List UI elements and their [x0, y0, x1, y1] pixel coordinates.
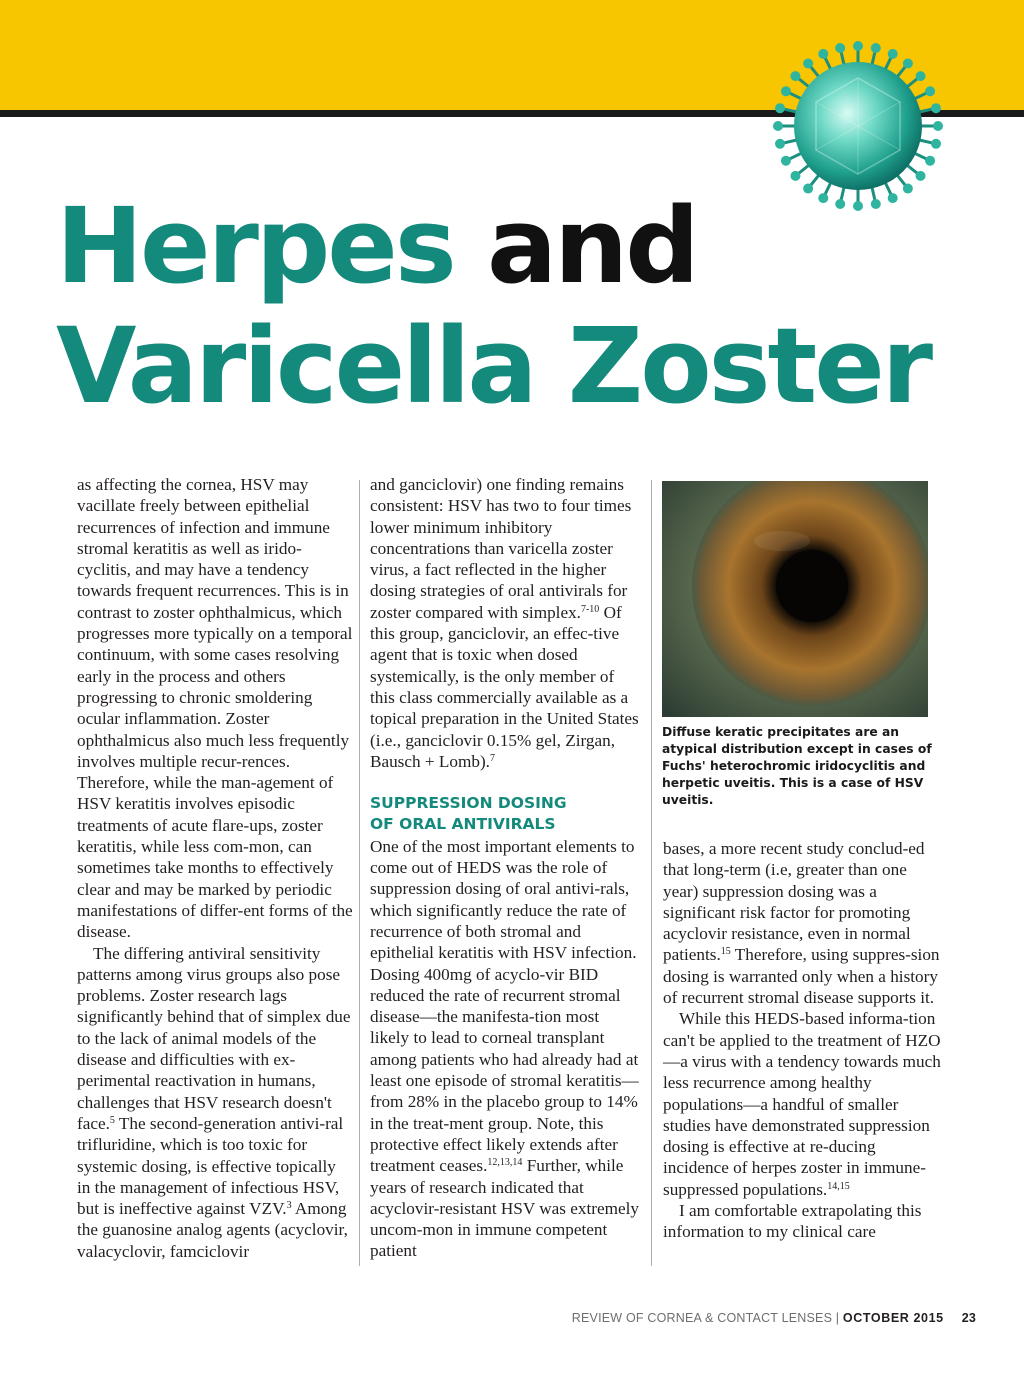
- paragraph: [370, 836, 642, 1262]
- column-divider: [359, 480, 360, 1266]
- paragraph: I am comfortable extrapolating this information to my clinical care: [663, 1201, 922, 1242]
- virus-spike-knob: [775, 103, 785, 113]
- virus-spike-knob: [916, 171, 926, 181]
- virus-spike-knob: [775, 139, 785, 149]
- virus-spike-knob: [888, 49, 898, 59]
- virus-spike-knob: [773, 121, 783, 131]
- virus-spike-knob: [853, 41, 863, 51]
- virus-spike-knob: [925, 156, 935, 166]
- reference-superscript: 12,13,14: [487, 1157, 523, 1169]
- virus-spike-knob: [818, 49, 828, 59]
- reference-superscript: 7: [489, 752, 495, 764]
- text-run: The differing antiviral sensitivity patterns among virus groups also pose problems. Zoster research lags significantly behind that of simplex due to the lack of animal models of the disease and difficulties with ex-perimental reactivation in humans, challenges that HSV research doesn't face.: [77, 943, 351, 1133]
- paragraph: [77, 943, 353, 1262]
- virus-spike-knob: [803, 58, 813, 68]
- page-footer: [572, 1311, 976, 1325]
- text-run: Therefore, using suppres-sion dosing is warranted only when a history of recurrent stromal disease supports it.: [663, 945, 940, 1008]
- virus-spike-knob: [931, 139, 941, 149]
- page-number: 23: [961, 1311, 976, 1325]
- subhead-line: OF ORAL ANTIVIRALS: [370, 815, 556, 834]
- footer-issue: OCTOBER 2015: [842, 1311, 944, 1325]
- virus-spike-knob: [931, 103, 941, 113]
- text-run: and ganciclovir) one finding remains consistent: HSV has two to four times lower minimum inhibitory concentrations than varicella zoster virus, a fact reflected in the higher dosing strategies of oral antivirals for zoster compared with simplex.: [370, 475, 632, 622]
- virus-spike-knob: [903, 58, 913, 68]
- reference-superscript: 3: [286, 1200, 292, 1212]
- text-run: One of the most important elements to come out of HEDS was the role of suppression dosing of oral antivi-rals, which significantly reduce the rate of recurrence of both stromal and epithelial keratitis with HSV infection. Dosing 400mg of acyclo-vir BID reduced the rate of recurrent stromal disease—the manifesta-tion most likely to lead to corneal transplant among patients who had already had at least one episode of stromal keratitis—from 28% in the placebo group to 14% in the treat-ment group. Note, this protective effect likely extends after treatment ceases.: [370, 836, 639, 1176]
- subhead-line: SUPPRESSION DOSING: [370, 794, 567, 813]
- virus-spike-knob: [790, 71, 800, 81]
- reference-superscript: 7-10: [580, 603, 600, 615]
- headline-and: and: [486, 185, 697, 307]
- footer-separator: |: [832, 1311, 843, 1325]
- virus-spike-knob: [933, 121, 943, 131]
- reference-superscript: 5: [109, 1114, 115, 1126]
- eye-photo-icon: [662, 481, 928, 717]
- text-run: Among the guanosine analog agents (acyclovir, valacyclovir, famciclovir: [77, 1199, 348, 1261]
- text-run: Of this group, ganciclovir, an effec-tive agent that is toxic when dosed systemically, is the only member of this class commercially available as a topical preparation in the United States (i.e., ganciclovir 0.15% gel, Zirgan, Bausch + Lomb).: [370, 602, 639, 771]
- virus-spike-knob: [871, 43, 881, 53]
- text-run: While this HEDS-based informa-tion can't be applied to the treatment of HZO—a virus with a tendency towards much less recurrence among healthy populations—a handful of smaller studies have demonstrated suppression dosing is effective at re-ducing incidence of herpes zoster in immune-suppressed populations.: [663, 1009, 941, 1199]
- body-column-1: [77, 474, 353, 1262]
- section-subhead: [370, 793, 642, 836]
- virus-spike-knob: [916, 71, 926, 81]
- paragraph: as affecting the cornea, HSV may vacillate freely between epithelial recurrences of infection and immune stromal keratitis as well as irido-cyclitis, and may have a tendency towards frequent recurrences. This is in contrast to zoster ophthalmicus, which progresses more typically on a temporal continuum, with some cases resolving early in the process and others progressing to chronic smoldering ocular inflammation. Zoster ophthalmicus also much less frequently involves multiple recur-rences. Therefore, while the man-agement of HSV keratitis involves episodic treatments of acute flare-ups, zoster keratitis, while less com-mon, can sometimes take months to effectively clear and may be marked by periodic manifestations of differ-ent forms of the disease.: [77, 475, 353, 942]
- paragraph: [663, 1008, 943, 1200]
- virus-spike-knob: [835, 43, 845, 53]
- virus-spike-knob: [781, 156, 791, 166]
- virus-spike-knob: [790, 171, 800, 181]
- virus-spike-knob: [925, 86, 935, 96]
- column-divider: [651, 480, 652, 1266]
- text-run: bases, a more recent study conclud-ed that long-term (i.e, greater than one year) suppression dosing was a significant risk factor for promoting acyclovir resistance, even in normal patients.: [663, 839, 925, 965]
- footer-publication: REVIEW OF CORNEA & CONTACT LENSES: [571, 1311, 833, 1325]
- body-column-2: [370, 474, 642, 1262]
- paragraph: [370, 474, 642, 772]
- body-column-3: [663, 838, 943, 1243]
- figure-caption: Diffuse keratic precipitates are an atypical distribution except in cases of Fuchs' heterochromic iridocyclitis and herpetic uveitis. This is a case of HSV uveitis.: [662, 725, 932, 807]
- virus-spike-knob: [781, 86, 791, 96]
- headline-herpes: Herpes: [56, 185, 454, 307]
- reference-superscript: 14,15: [827, 1180, 850, 1192]
- paragraph: [663, 838, 943, 1008]
- text-run: The second-generation antivi-ral trifluridine, which is too toxic for systemic dosing, is effective topically in the management of infectious HSV, but is ineffective against VZV.: [77, 1113, 344, 1219]
- reference-superscript: 15: [720, 946, 731, 958]
- text-run: Further, while years of research indicated that acyclovir-resistant HSV was extremely uncom-mon in immune competent patient: [370, 1156, 640, 1261]
- headline-varicella-zoster: Varicella Zoster: [56, 305, 931, 427]
- article-headline: [56, 186, 930, 426]
